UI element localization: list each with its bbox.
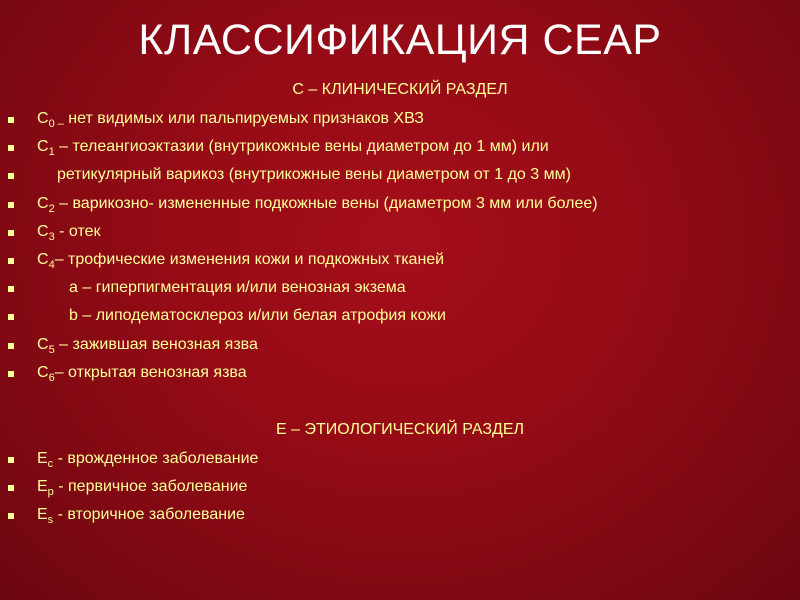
square-bullet-icon [8,371,14,377]
item-description: а – гиперпигментация и/или венозная экзема [69,279,406,297]
square-bullet-icon [8,230,14,236]
item-text [37,250,444,270]
item-subscript: p [47,486,54,499]
square-bullet-icon [8,513,14,519]
item-description: b – липодематосклероз и/или белая атрофия кожи [69,307,446,325]
item-description: – трофические изменения кожи и подкожных тканей [54,250,445,268]
item-description: – телеангиоэктазии (внутрикожные вены диаметром до 1 мм) или [54,138,549,156]
item-code: С [37,138,49,156]
item-text [37,505,245,525]
item-subscript: 2 [48,202,55,215]
item-description: - вторичное заболевание [53,506,245,524]
item-text [37,477,247,497]
item-text [37,222,101,242]
square-bullet-icon [8,485,14,491]
square-bullet-icon [8,286,14,292]
item-subscript: 1 [48,146,55,159]
item-code: Е [37,450,48,467]
item-subscript: 6 [48,371,55,384]
item-code: Е [37,506,48,524]
item-description: - первичное заболевание [53,478,248,496]
item-description: – открытая венозная язва [54,363,247,381]
item-text [69,306,446,326]
square-bullet-icon [8,117,14,123]
item-text [37,137,549,157]
square-bullet-icon [8,258,14,264]
clinical-section-heading: С – КЛИНИЧЕСКИЙ РАЗДЕЛ [292,81,508,98]
item-description: – варикозно- измененные подкожные вены (диаметром 3 мм или более) [54,194,598,212]
item-description: – зажившая венозная язва [54,335,258,353]
item-code: С [37,363,49,381]
square-bullet-icon [8,457,14,463]
item-code: С [37,222,49,240]
item-text [69,278,406,298]
item-description: нет видимых или пальпируемых признаков ХВЗ [63,110,424,127]
slide-title: КЛАССИФИКАЦИЯ СЕАР [138,16,662,64]
item-code: С [37,250,49,268]
item-subscript: s [47,514,54,527]
item-code: С [37,194,49,212]
item-text [37,363,247,383]
item-text [37,109,424,129]
item-subscript: 0 – [48,118,64,130]
item-description: ретикулярный варикоз (внутрикожные вены диаметром от 1 до 3 мм) [57,166,571,184]
item-text [37,335,258,355]
item-code: С [37,335,49,353]
item-subscript: 3 [48,230,55,243]
square-bullet-icon [8,173,14,179]
item-text [37,194,598,214]
item-code: С [37,110,49,127]
square-bullet-icon [8,145,14,151]
item-description: - отек [54,222,101,240]
square-bullet-icon [8,314,14,320]
item-description: - врожденное заболевание [53,450,259,467]
etiological-section-heading: Е – ЭТИОЛОГИЧЕСКИЙ РАЗДЕЛ [275,421,525,438]
item-text [57,165,571,185]
item-subscript: c [47,458,54,470]
square-bullet-icon [8,202,14,208]
item-subscript: 4 [48,258,55,271]
item-code: Е [37,478,48,496]
item-subscript: 5 [48,343,55,356]
item-text [37,449,258,469]
square-bullet-icon [8,343,14,349]
